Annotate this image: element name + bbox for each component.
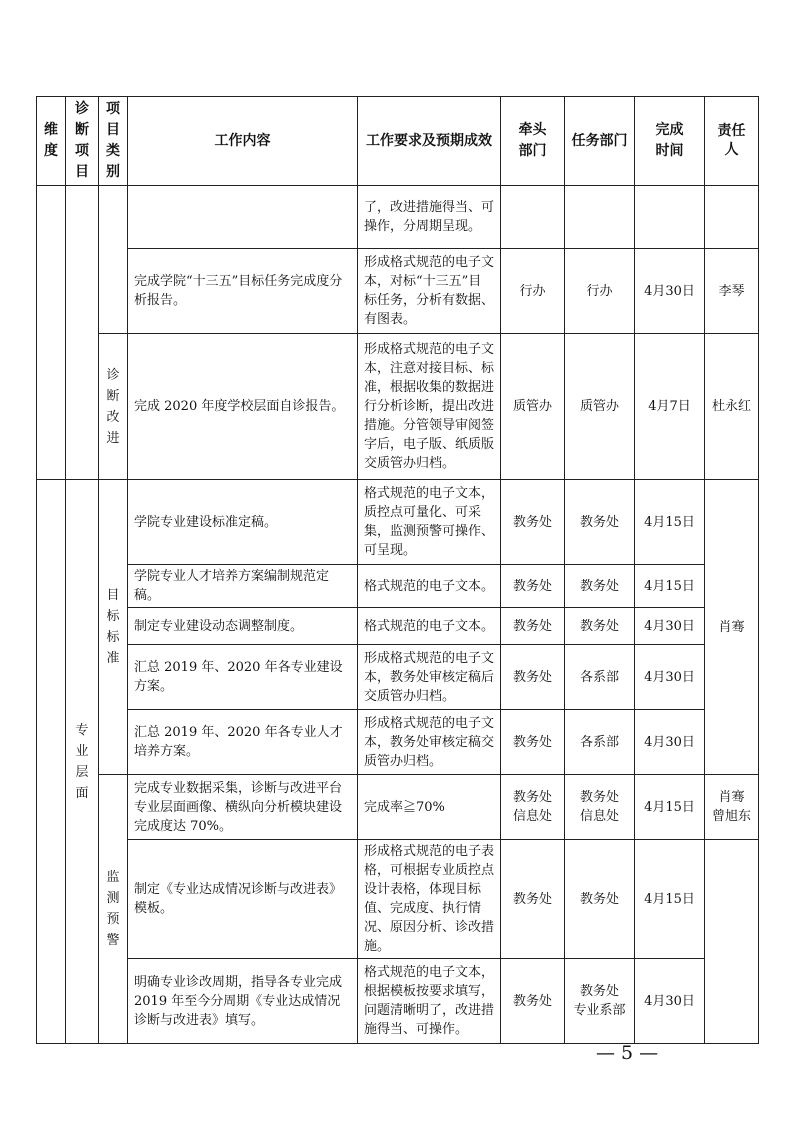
- header-item-category: 项目类别: [99, 97, 128, 186]
- table-row: [37, 186, 759, 249]
- header-responsible-person: 责任人: [705, 97, 759, 186]
- page-number: — 5 —: [596, 1042, 659, 1064]
- task-dept-cell: 教务处: [565, 608, 635, 645]
- table-row: [37, 959, 759, 1044]
- table-row: [37, 565, 759, 608]
- task-dept-cell: 教务处 信息处: [565, 775, 635, 840]
- work-content-cell: 制定专业建设动态调整制度。: [128, 608, 358, 645]
- header-task-dept: 任务部门: [565, 97, 635, 186]
- completion-time-cell: [635, 186, 705, 249]
- completion-time-cell: 4月30日: [635, 645, 705, 710]
- work-content-cell: [128, 186, 358, 249]
- completion-time-cell: 4月15日: [635, 480, 705, 565]
- completion-time-cell: 4月7日: [635, 334, 705, 480]
- work-plan-table: [36, 96, 759, 1044]
- requirement-cell: 格式规范的电子文本，根据模板按要求填写，问题清晰明了，改进措施得当、可操作。: [358, 959, 501, 1044]
- work-content-cell: 汇总 2019 年、2020 年各专业建设方案。: [128, 645, 358, 710]
- work-content-cell: 完成学院“十三五”目标任务完成度分析报告。: [128, 249, 358, 334]
- diagnosis-item-cell-blank: [66, 186, 99, 480]
- task-dept-cell: 各系部: [565, 710, 635, 775]
- header-completion-time: 完成时间: [635, 97, 705, 186]
- task-dept-cell: [565, 186, 635, 249]
- responsible-person-cell: 肖骞: [705, 480, 759, 775]
- table-row: [37, 249, 759, 334]
- lead-dept-cell: 教务处: [501, 480, 565, 565]
- header-lead-dept: 牵头部门: [501, 97, 565, 186]
- table-row: [37, 840, 759, 959]
- responsible-person-cell: 肖骞 曾旭东: [705, 775, 759, 840]
- lead-dept-cell: 质管办: [501, 334, 565, 480]
- task-dept-cell: 质管办: [565, 334, 635, 480]
- header-dimension: 维度: [37, 97, 66, 186]
- work-content-cell: 完成专业数据采集，诊断与改进平台专业层面画像、横纵向分析模块建设完成度达 70%。: [128, 775, 358, 840]
- requirement-cell: 形成格式规范的电子文本，注意对接目标、标准，根据收集的数据进行分析诊断，提出改进措施。分管领导审阅签字后，电子版、纸质版交质管办归档。: [358, 334, 501, 480]
- lead-dept-cell: 教务处: [501, 645, 565, 710]
- header-diagnosis-item: 诊断项目: [66, 97, 99, 186]
- lead-dept-cell: 教务处: [501, 565, 565, 608]
- task-dept-cell: 行办: [565, 249, 635, 334]
- work-content-cell: 汇总 2019 年、2020 年各专业人才培养方案。: [128, 710, 358, 775]
- lead-dept-cell: 行办: [501, 249, 565, 334]
- table-row: [37, 645, 759, 710]
- requirement-cell: 形成格式规范的电子文本，对标“十三五”目标任务，分析有数据、有图表。: [358, 249, 501, 334]
- requirement-cell: 形成格式规范的电子文本，教务处审核定稿后交质管办归档。: [358, 645, 501, 710]
- work-content-cell: 完成 2020 年度学校层面自诊报告。: [128, 334, 358, 480]
- dimension-cell-blank: [37, 186, 66, 480]
- responsible-person-cell: 李琴: [705, 249, 759, 334]
- completion-time-cell: 4月15日: [635, 775, 705, 840]
- completion-time-cell: 4月30日: [635, 608, 705, 645]
- task-dept-cell: 各系部: [565, 645, 635, 710]
- task-dept-cell: 教务处: [565, 840, 635, 959]
- task-dept-cell: 教务处 专业系部: [565, 959, 635, 1044]
- requirement-cell: 形成格式规范的电子文本，教务处审核定稿交质管办归档。: [358, 710, 501, 775]
- completion-time-cell: 4月30日: [635, 249, 705, 334]
- requirement-cell: 格式规范的电子文本，质控点可量化、可采集，监测预警可操作、可呈现。: [358, 480, 501, 565]
- responsible-person-cell-blank: [705, 840, 759, 1044]
- header-work-content: 工作内容: [128, 97, 358, 186]
- requirement-cell: 格式规范的电子文本。: [358, 565, 501, 608]
- lead-dept-cell: [501, 186, 565, 249]
- diagnosis-item-professional-level: 专业层面: [66, 480, 99, 1044]
- responsible-person-cell: 杜永红: [705, 334, 759, 480]
- table-row: [37, 334, 759, 480]
- lead-dept-cell: 教务处: [501, 840, 565, 959]
- lead-dept-cell: 教务处: [501, 959, 565, 1044]
- completion-time-cell: 4月15日: [635, 565, 705, 608]
- work-content-cell: 制定《专业达成情况诊断与改进表》模板。: [128, 840, 358, 959]
- completion-time-cell: 4月15日: [635, 840, 705, 959]
- category-target-standard: 目标标准: [99, 480, 128, 775]
- category-monitoring-warning: 监测预警: [99, 775, 128, 1044]
- table-row: [37, 608, 759, 645]
- table-row: [37, 710, 759, 775]
- lead-dept-cell: 教务处: [501, 608, 565, 645]
- completion-time-cell: 4月30日: [635, 959, 705, 1044]
- table-header-row: [37, 97, 759, 186]
- work-content-cell: 学院专业人才培养方案编制规范定稿。: [128, 565, 358, 608]
- lead-dept-cell: 教务处: [501, 710, 565, 775]
- header-requirements: 工作要求及预期成效: [358, 97, 501, 186]
- requirement-cell: 格式规范的电子文本。: [358, 608, 501, 645]
- requirement-cell: 完成率≧70%: [358, 775, 501, 840]
- requirement-cell: 形成格式规范的电子表格，可根据专业质控点设计表格，体现目标值、完成度、执行情况、原因分析、诊改措施。: [358, 840, 501, 959]
- requirement-cell: 了，改进措施得当、可操作，分周期呈现。: [358, 186, 501, 249]
- task-dept-cell: 教务处: [565, 480, 635, 565]
- category-cell-blank: [99, 186, 128, 334]
- task-dept-cell: 教务处: [565, 565, 635, 608]
- lead-dept-cell: 教务处 信息处: [501, 775, 565, 840]
- table-row: [37, 775, 759, 840]
- table-row: [37, 480, 759, 565]
- responsible-person-cell: [705, 186, 759, 249]
- completion-time-cell: 4月30日: [635, 710, 705, 775]
- dimension-cell-blank: [37, 480, 66, 1044]
- category-diagnosis-improvement: 诊断改进: [99, 334, 128, 480]
- work-content-cell: 学院专业建设标准定稿。: [128, 480, 358, 565]
- work-content-cell: 明确专业诊改周期，指导各专业完成 2019 年至今分周期《专业达成情况诊断与改进表》填写。: [128, 959, 358, 1044]
